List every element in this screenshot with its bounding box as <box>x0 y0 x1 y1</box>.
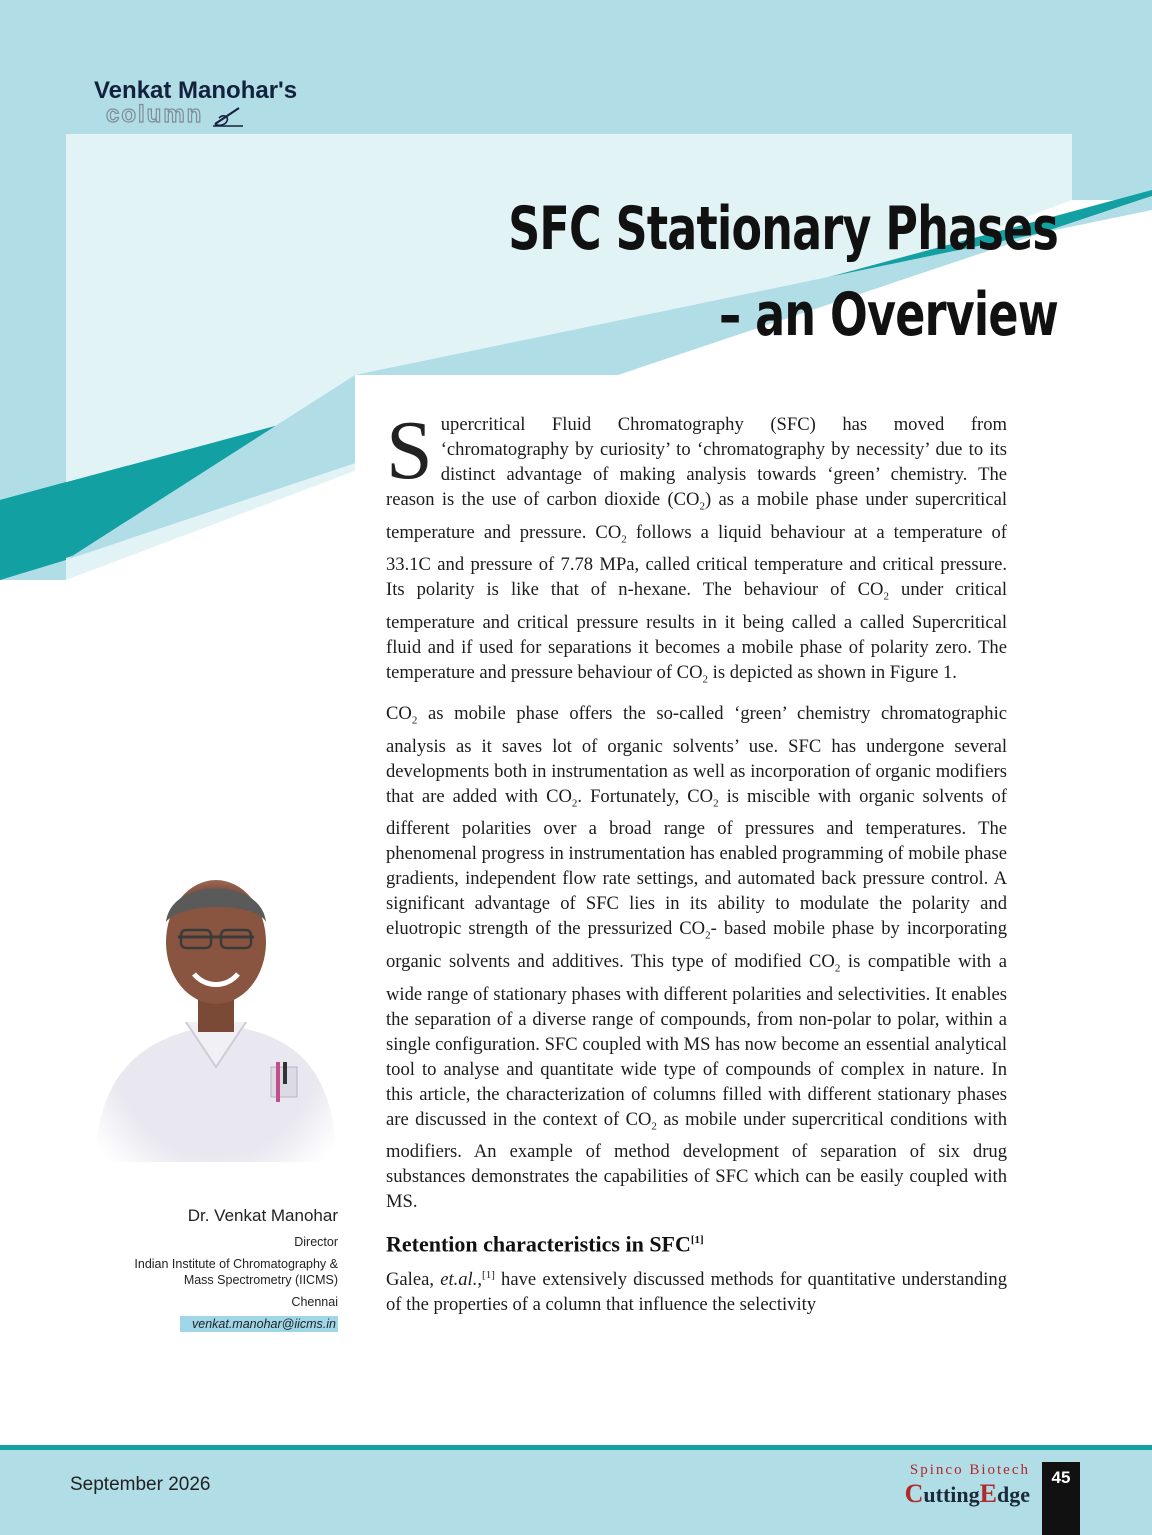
text: upercritical Fluid Chromatography (SFC) has moved from ‘chromatography by curiosity’ to ‘chromatography by necessity’ due to its distinct advantage of making analysis towards ‘green’ chemistry. The reason is the use of carbon dioxide (CO <box>386 414 1007 510</box>
subscript: 2 <box>705 930 711 943</box>
text-italic: et.al. <box>440 1268 478 1290</box>
title-line-1: SFC Stationary Phases <box>508 194 1058 264</box>
author-role: Director <box>294 1235 338 1249</box>
text: have extensively discussed methods for quantitative understanding of the properties of a column that influence the selectivity <box>386 1268 1007 1315</box>
subscript: 2 <box>571 797 578 810</box>
reference-mark: [1] <box>690 1234 704 1247</box>
magazine-name <box>905 1479 1030 1509</box>
subscript: 2 <box>699 500 705 513</box>
author-organization: Indian Institute of Chromatography & Mass Spectrometry (IICMS) <box>134 1257 338 1287</box>
section-heading <box>386 1228 1007 1256</box>
text: under critical temperature and critical pressure results in it being called a called Supercritical fluid and if used for separations it becomes a mobile phase of polarity zero. The temperature and pressure behaviour of CO <box>386 579 1008 684</box>
author-email-link[interactable]: venkat.manohar@iicms.in <box>180 1316 338 1332</box>
column-brand <box>94 78 297 133</box>
heading-text: Retention characteristics in SFC <box>386 1231 691 1257</box>
author-photo <box>86 862 346 1182</box>
text: follows a liquid behaviour at a temperature of 33.1C and pressure of 7.78 MPa, called critical temperature and critical pressure. Its polarity is like that of n-hexane. The behaviour of CO <box>386 521 1007 601</box>
column-label: column <box>106 101 204 129</box>
subscript: 2 <box>702 673 708 686</box>
paragraph-3 <box>386 1263 1007 1317</box>
text: as mobile under supercritical conditions with modifiers. An example of method development of separation of six drug substances demonstrates the capabilities of SFC which can be easily coupled with MS. <box>386 1108 1007 1213</box>
author-info <box>122 1204 338 1333</box>
pen-icon <box>211 104 245 133</box>
text: as mobile phase offers the so-called ‘green’ chemistry chromatographic analysis as it saves lot of organic solvents’ use. SFC has undergone several developments both in instrumentation as well as incorporation of organic modifiers that are added with CO <box>386 702 1007 807</box>
publisher-name: Spinco Biotech <box>909 1462 1030 1478</box>
title-line-2: – an Overview <box>718 280 1058 350</box>
text: . Fortunately, CO <box>577 785 714 807</box>
publisher-logo <box>905 1462 1030 1509</box>
page-number: 45 <box>1042 1462 1080 1535</box>
subscript: 2 <box>651 1120 657 1133</box>
text: , <box>477 1268 483 1290</box>
subscript: 2 <box>411 714 418 727</box>
subscript: 2 <box>713 797 719 810</box>
dropcap: S <box>386 404 433 497</box>
logo-letter: E <box>979 1479 997 1508</box>
subscript: 2 <box>834 962 841 975</box>
text: is compatible with a wide range of stationary phases with different polarities and selectivities. It enables the separation of a diverse range of compounds, from non-polar to polar, within a single configuration. SFC coupled with MS has now become an essential analytical tool to analyse and quantitate wide type of compounds of complex in nature. In this article, the characterization of columns filled with different stationary phases are discussed in the context of CO <box>386 951 1007 1130</box>
author-city: Chennai <box>291 1295 338 1309</box>
text: CO <box>386 702 412 724</box>
column-author-name: Venkat Manohar's <box>94 77 298 104</box>
page-title <box>508 186 1058 358</box>
logo-letter: C <box>904 1479 924 1508</box>
text: is miscible with organic solvents of different polarities over a broad range of pressures and temperatures. The phenomenal progress in instrumentation has enabled programming of mobile phase gradients, independent flow rate settings, and automated back pressure control. A significant advantage of SFC lies in its ability to modulate the polarity and eluotropic strength of the pressurized CO <box>386 785 1007 940</box>
logo-text: utting <box>923 1482 980 1507</box>
article-body <box>386 404 1008 1325</box>
issue-date: September 2026 <box>70 1474 211 1495</box>
paragraph-2 <box>386 701 1007 1215</box>
subscript: 2 <box>883 591 889 604</box>
text: is depicted as shown in Figure 1. <box>708 662 957 684</box>
text: Galea, <box>386 1268 441 1290</box>
text: - based mobile phase by incorporating organic solvents and additives. This type of modified CO <box>386 918 1007 973</box>
text: ) as a mobile phase under supercritical temperature and pressure. CO <box>386 489 1007 543</box>
paragraph-1 <box>386 404 1008 693</box>
subscript: 2 <box>621 533 627 546</box>
logo-text: dge <box>997 1482 1030 1507</box>
author-name: Dr. Venkat Manohar <box>187 1206 338 1225</box>
reference-mark: [1] <box>482 1268 495 1281</box>
